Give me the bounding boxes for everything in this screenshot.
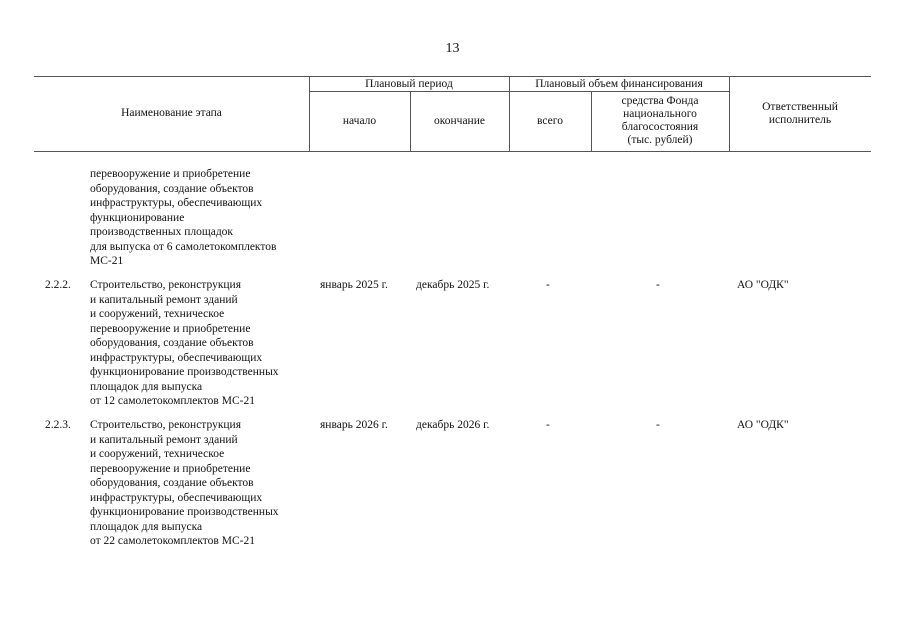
- text-line: и сооружений, техническое: [90, 308, 225, 320]
- text-line: площадок для выпуска: [90, 520, 203, 533]
- row-responsible: АО "ОДК": [737, 279, 789, 291]
- row-stage-name: [90, 278, 279, 409]
- header-end: окончание: [434, 114, 485, 127]
- row-start: январь 2025 г.: [320, 279, 388, 291]
- header-start: начало: [342, 114, 377, 127]
- row-fund: -: [656, 419, 660, 431]
- header-total: всего: [537, 114, 563, 127]
- header-planned-period: Плановый период: [365, 77, 453, 90]
- text-line: МС-21: [90, 255, 124, 267]
- header-responsible-line: исполнитель: [768, 113, 832, 126]
- row-responsible: АО "ОДК": [737, 419, 789, 431]
- text-line: от 12 самолетокомплектов МС-21: [90, 395, 255, 407]
- text-line: Строительство, реконструкция: [90, 279, 241, 291]
- text-line: функционирование производственных: [90, 506, 279, 518]
- text-line: инфраструктуры, обеспечивающих: [90, 197, 263, 209]
- text-line: инфраструктуры, обеспечивающих: [90, 351, 263, 364]
- text-line: оборудования, создание объектов: [90, 182, 254, 195]
- page-number: 13: [445, 41, 460, 56]
- header-bottom-border: [34, 151, 871, 152]
- text-line: производственных площадок: [90, 226, 234, 238]
- text-line: оборудования, создание объектов: [90, 337, 254, 349]
- header-fund-line: благосостояния: [621, 121, 699, 133]
- text-line: перевооружение и приобретение: [90, 462, 251, 475]
- text-line: оборудования, создание объектов: [90, 477, 254, 489]
- text-line: и сооружений, техническое: [90, 448, 225, 460]
- continuation-text: [90, 167, 276, 269]
- header-fund-line: (тыс. рублей): [627, 134, 693, 146]
- text-line: перевооружение и приобретение: [90, 168, 251, 180]
- text-line: от 22 самолетокомплектов МС-21: [90, 535, 255, 547]
- row-start: январь 2026 г.: [320, 419, 388, 431]
- row-fund: -: [656, 279, 660, 291]
- header-responsible: [729, 76, 871, 151]
- header-fund: [591, 91, 729, 151]
- row-end: декабрь 2025 г.: [416, 279, 490, 291]
- text-line: площадок для выпуска: [90, 380, 203, 393]
- text-line: функционирование: [90, 211, 185, 224]
- text-line: Строительство, реконструкция: [90, 419, 241, 431]
- header-responsible-line: Ответственный: [762, 100, 838, 113]
- header-fund-line: национального: [623, 108, 697, 120]
- row-total: -: [546, 279, 550, 291]
- text-line: для выпуска от 6 самолетокомплектов: [90, 240, 277, 253]
- row-end: декабрь 2026 г.: [416, 419, 490, 431]
- row-stage-name: [90, 418, 279, 549]
- row-total: -: [546, 419, 550, 431]
- text-line: и капитальный ремонт зданий: [90, 433, 238, 446]
- text-line: и капитальный ремонт зданий: [90, 293, 238, 306]
- row-number: 2.2.2.: [45, 279, 71, 291]
- text-line: перевооружение и приобретение: [90, 322, 251, 335]
- header-fund-line: средства Фонда: [621, 95, 699, 107]
- text-line: инфраструктуры, обеспечивающих: [90, 491, 263, 504]
- header-stage-name: Наименование этапа: [121, 107, 222, 119]
- text-line: функционирование производственных: [90, 366, 279, 378]
- header-financing: Плановый объем финансирования: [535, 77, 703, 90]
- row-number: 2.2.3.: [45, 419, 71, 431]
